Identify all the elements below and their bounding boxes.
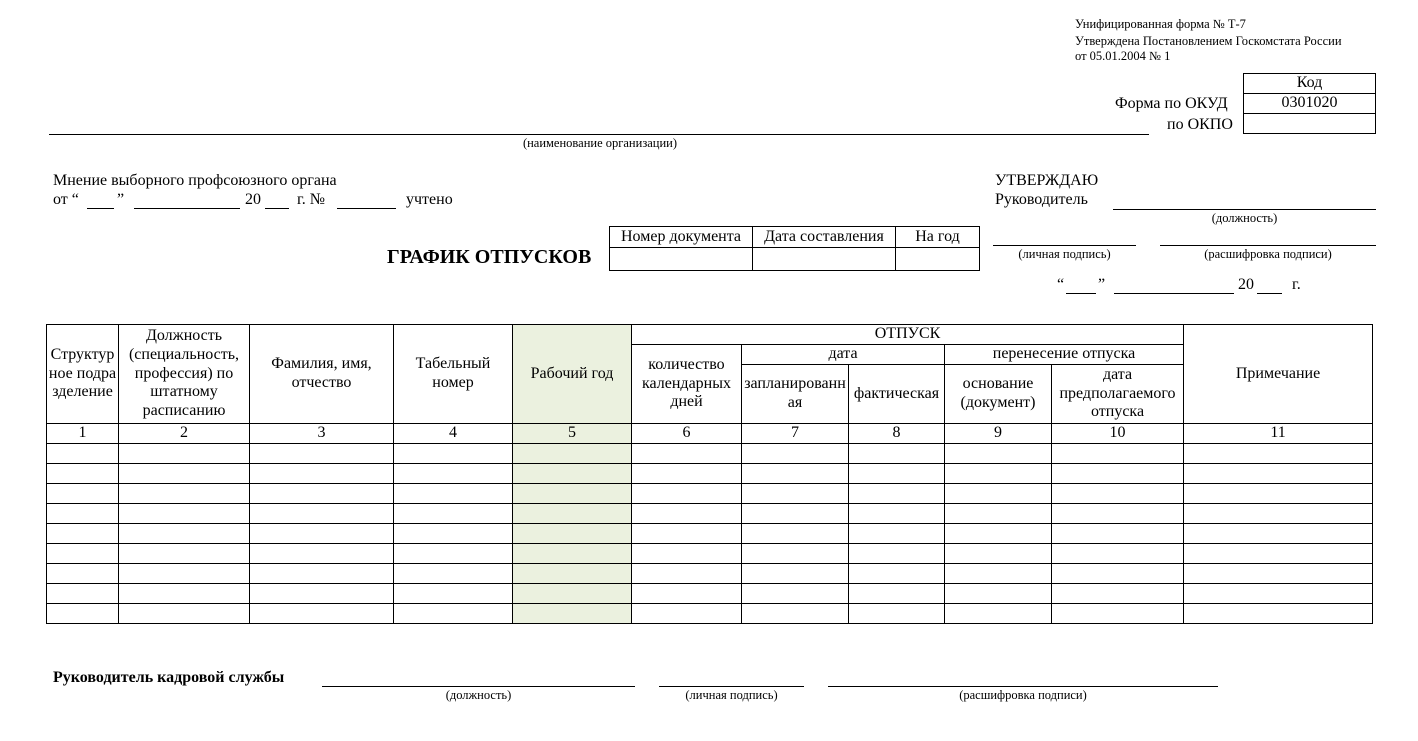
table-cell[interactable]	[513, 464, 632, 484]
union-day-field[interactable]	[87, 208, 114, 209]
table-cell[interactable]	[47, 584, 119, 604]
table-cell[interactable]	[632, 444, 742, 464]
table-cell[interactable]	[513, 564, 632, 584]
column-number: 5	[513, 424, 632, 444]
table-cell[interactable]	[849, 484, 945, 504]
table-cell[interactable]	[394, 504, 513, 524]
table-cell[interactable]	[1184, 544, 1373, 564]
table-cell[interactable]	[250, 444, 394, 464]
table-cell[interactable]	[742, 564, 849, 584]
column-number: 1	[47, 424, 119, 444]
header-basis-document: основание (документ)	[945, 365, 1052, 424]
table-cell[interactable]	[1184, 564, 1373, 584]
organization-caption: (наименование организации)	[522, 136, 678, 150]
table-cell[interactable]	[1184, 444, 1373, 464]
table-cell[interactable]	[945, 584, 1052, 604]
hr-signature-field[interactable]	[659, 686, 804, 687]
table-cell[interactable]	[513, 444, 632, 464]
header-note: Примечание	[1184, 325, 1373, 424]
table-row	[47, 504, 1373, 524]
table-cell[interactable]	[632, 604, 742, 624]
table-cell[interactable]	[1052, 584, 1184, 604]
table-cell[interactable]	[945, 524, 1052, 544]
table-cell[interactable]	[632, 524, 742, 544]
table-cell[interactable]	[945, 484, 1052, 504]
table-cell[interactable]	[47, 444, 119, 464]
approve-title: УТВЕРЖДАЮ	[995, 172, 1099, 189]
organization-name-field[interactable]	[49, 134, 1149, 135]
table-cell[interactable]	[742, 444, 849, 464]
table-cell[interactable]	[1184, 604, 1373, 624]
table-cell[interactable]	[742, 604, 849, 624]
approve-signature-field[interactable]	[993, 245, 1136, 246]
table-cell[interactable]	[119, 464, 250, 484]
table-cell[interactable]	[513, 484, 632, 504]
okud-label: Форма по ОКУД	[1115, 95, 1228, 112]
table-cell[interactable]	[632, 484, 742, 504]
okud-code[interactable]: 0301020	[1244, 94, 1376, 114]
table-cell[interactable]	[945, 604, 1052, 624]
table-cell[interactable]	[1184, 584, 1373, 604]
hr-position-caption: (должность)	[445, 688, 512, 702]
table-cell[interactable]	[250, 544, 394, 564]
table-cell[interactable]	[119, 564, 250, 584]
table-cell[interactable]	[513, 544, 632, 564]
table-cell[interactable]	[394, 524, 513, 544]
header-position: Должность (специальность, профессия) по штатному расписанию	[119, 325, 250, 424]
table-cell[interactable]	[1052, 444, 1184, 464]
approve-open-quote: “	[1057, 276, 1065, 293]
table-cell[interactable]	[849, 544, 945, 564]
column-number: 8	[849, 424, 945, 444]
table-cell[interactable]	[1052, 544, 1184, 564]
table-cell[interactable]	[119, 444, 250, 464]
table-cell[interactable]	[250, 504, 394, 524]
table-cell[interactable]	[119, 504, 250, 524]
document-info-table	[609, 226, 980, 271]
table-row	[47, 524, 1373, 544]
header-planned-date: запланированная	[742, 365, 849, 424]
union-year-field[interactable]	[265, 208, 289, 209]
hr-head-label: Руководитель кадровой службы	[53, 669, 285, 686]
table-cell[interactable]	[849, 504, 945, 524]
table-cell[interactable]	[742, 524, 849, 544]
table-row	[47, 584, 1373, 604]
table-cell[interactable]	[945, 464, 1052, 484]
column-number: 2	[119, 424, 250, 444]
table-cell[interactable]	[119, 544, 250, 564]
union-ot-label: от “	[53, 191, 79, 208]
table-cell[interactable]	[250, 584, 394, 604]
column-number: 4	[394, 424, 513, 444]
table-cell[interactable]	[250, 564, 394, 584]
table-cell[interactable]	[632, 464, 742, 484]
doc-number-header: Номер документа	[610, 227, 753, 248]
table-cell[interactable]	[47, 504, 119, 524]
okpo-code[interactable]	[1244, 114, 1376, 134]
table-cell[interactable]	[742, 484, 849, 504]
column-number: 10	[1052, 424, 1184, 444]
approve-position-caption: (должность)	[1211, 211, 1278, 225]
table-row	[47, 604, 1373, 624]
table-cell[interactable]	[849, 524, 945, 544]
table-cell[interactable]	[742, 504, 849, 524]
table-cell[interactable]	[513, 604, 632, 624]
doc-number-cell[interactable]	[610, 248, 753, 271]
table-cell[interactable]	[394, 564, 513, 584]
table-cell[interactable]	[119, 524, 250, 544]
hr-position-field[interactable]	[322, 686, 635, 687]
table-cell[interactable]	[1184, 524, 1373, 544]
approve-signature-caption: (личная подпись)	[1018, 247, 1111, 261]
header-vacation: ОТПУСК	[632, 325, 1184, 345]
table-row	[47, 484, 1373, 504]
table-cell[interactable]	[47, 604, 119, 624]
table-row	[47, 444, 1373, 464]
table-cell[interactable]	[945, 504, 1052, 524]
table-cell[interactable]	[250, 524, 394, 544]
table-cell[interactable]	[394, 444, 513, 464]
header-actual-date: фактическая	[849, 365, 945, 424]
table-cell[interactable]	[632, 564, 742, 584]
table-cell[interactable]	[250, 484, 394, 504]
form-type-label: Унифицированная форма № Т-7	[1075, 17, 1246, 31]
table-cell[interactable]	[119, 584, 250, 604]
table-row	[47, 564, 1373, 584]
doc-date-cell[interactable]	[753, 248, 896, 271]
table-cell[interactable]	[47, 544, 119, 564]
approve-month-field[interactable]	[1114, 293, 1234, 294]
hr-signature-caption: (личная подпись)	[685, 688, 778, 702]
header-department: Структурное подразделение	[47, 325, 119, 424]
header-date-group: дата	[742, 345, 945, 365]
table-cell[interactable]	[632, 504, 742, 524]
table-cell[interactable]	[394, 464, 513, 484]
table-cell[interactable]	[47, 564, 119, 584]
column-number: 3	[250, 424, 394, 444]
form-approval-label: Утверждена Постановлением Госкомстата России	[1075, 34, 1342, 48]
column-numbers-row	[47, 424, 1373, 444]
form-approval-date: от 05.01.2004 № 1	[1075, 49, 1171, 63]
union-number-label: г. №	[297, 191, 326, 208]
document-title: ГРАФИК ОТПУСКОВ	[387, 246, 592, 268]
table-cell[interactable]	[1052, 564, 1184, 584]
table-cell[interactable]	[632, 544, 742, 564]
table-cell[interactable]	[742, 544, 849, 564]
table-cell[interactable]	[513, 504, 632, 524]
column-number: 9	[945, 424, 1052, 444]
vacation-schedule-table	[46, 324, 1373, 624]
table-cell[interactable]	[394, 544, 513, 564]
table-cell[interactable]	[47, 484, 119, 504]
table-cell[interactable]	[632, 584, 742, 604]
table-cell[interactable]	[849, 444, 945, 464]
column-number: 11	[1184, 424, 1373, 444]
approve-close-quote: ”	[1098, 276, 1106, 293]
table-cell[interactable]	[1052, 524, 1184, 544]
header-full-name: Фамилия, имя, отчество	[250, 325, 394, 424]
union-year-prefix: 20	[245, 191, 261, 208]
approve-decoding-field[interactable]	[1160, 245, 1376, 246]
table-cell[interactable]	[394, 584, 513, 604]
doc-date-header: Дата составления	[753, 227, 896, 248]
table-cell[interactable]	[1052, 484, 1184, 504]
union-number-field[interactable]	[337, 208, 396, 209]
table-cell[interactable]	[1052, 604, 1184, 624]
doc-year-cell[interactable]	[896, 248, 980, 271]
table-row	[47, 544, 1373, 564]
doc-year-header: На год	[896, 227, 980, 248]
approve-year-field[interactable]	[1257, 293, 1282, 294]
okpo-label: по ОКПО	[1167, 116, 1233, 133]
table-cell[interactable]	[250, 464, 394, 484]
table-cell[interactable]	[849, 604, 945, 624]
table-cell[interactable]	[47, 464, 119, 484]
table-cell[interactable]	[1184, 484, 1373, 504]
table-cell[interactable]	[849, 584, 945, 604]
table-cell[interactable]	[119, 604, 250, 624]
table-cell[interactable]	[849, 464, 945, 484]
table-cell[interactable]	[945, 544, 1052, 564]
column-number: 6	[632, 424, 742, 444]
union-opinion-label: Мнение выборного профсоюзного органа	[53, 172, 337, 189]
header-personnel-number: Табельный номер	[394, 325, 513, 424]
approve-head-label: Руководитель	[995, 191, 1088, 208]
codes-table	[1243, 73, 1376, 134]
table-cell[interactable]	[513, 584, 632, 604]
table-cell[interactable]	[119, 484, 250, 504]
table-cell[interactable]	[394, 484, 513, 504]
table-cell[interactable]	[394, 604, 513, 624]
table-cell[interactable]	[1052, 464, 1184, 484]
union-month-field[interactable]	[134, 208, 240, 209]
table-cell[interactable]	[742, 584, 849, 604]
approve-decoding-caption: (расшифровка подписи)	[1204, 247, 1332, 261]
table-cell[interactable]	[1052, 504, 1184, 524]
approve-year-suffix: г.	[1292, 276, 1301, 293]
table-cell[interactable]	[945, 444, 1052, 464]
hr-decoding-caption: (расшифровка подписи)	[959, 688, 1087, 702]
header-calendar-days: количество календарных дней	[632, 345, 742, 424]
table-cell[interactable]	[742, 464, 849, 484]
table-cell[interactable]	[513, 524, 632, 544]
table-cell[interactable]	[945, 564, 1052, 584]
hr-decoding-field[interactable]	[828, 686, 1218, 687]
table-row	[47, 464, 1373, 484]
column-number: 7	[742, 424, 849, 444]
header-working-year: Рабочий год	[513, 325, 632, 424]
approve-year-prefix: 20	[1238, 276, 1254, 293]
union-accounted-label: учтено	[406, 191, 453, 208]
table-cell[interactable]	[250, 604, 394, 624]
approve-position-field[interactable]	[1113, 209, 1376, 210]
union-close-quote: ”	[117, 191, 125, 208]
header-expected-date: дата предполагаемого отпуска	[1052, 365, 1184, 424]
table-cell[interactable]	[47, 524, 119, 544]
header-transfer-group: перенесение отпуска	[945, 345, 1184, 365]
codes-header: Код	[1244, 74, 1376, 94]
table-cell[interactable]	[1184, 464, 1373, 484]
table-cell[interactable]	[1184, 504, 1373, 524]
approve-day-field[interactable]	[1066, 293, 1096, 294]
table-cell[interactable]	[849, 564, 945, 584]
